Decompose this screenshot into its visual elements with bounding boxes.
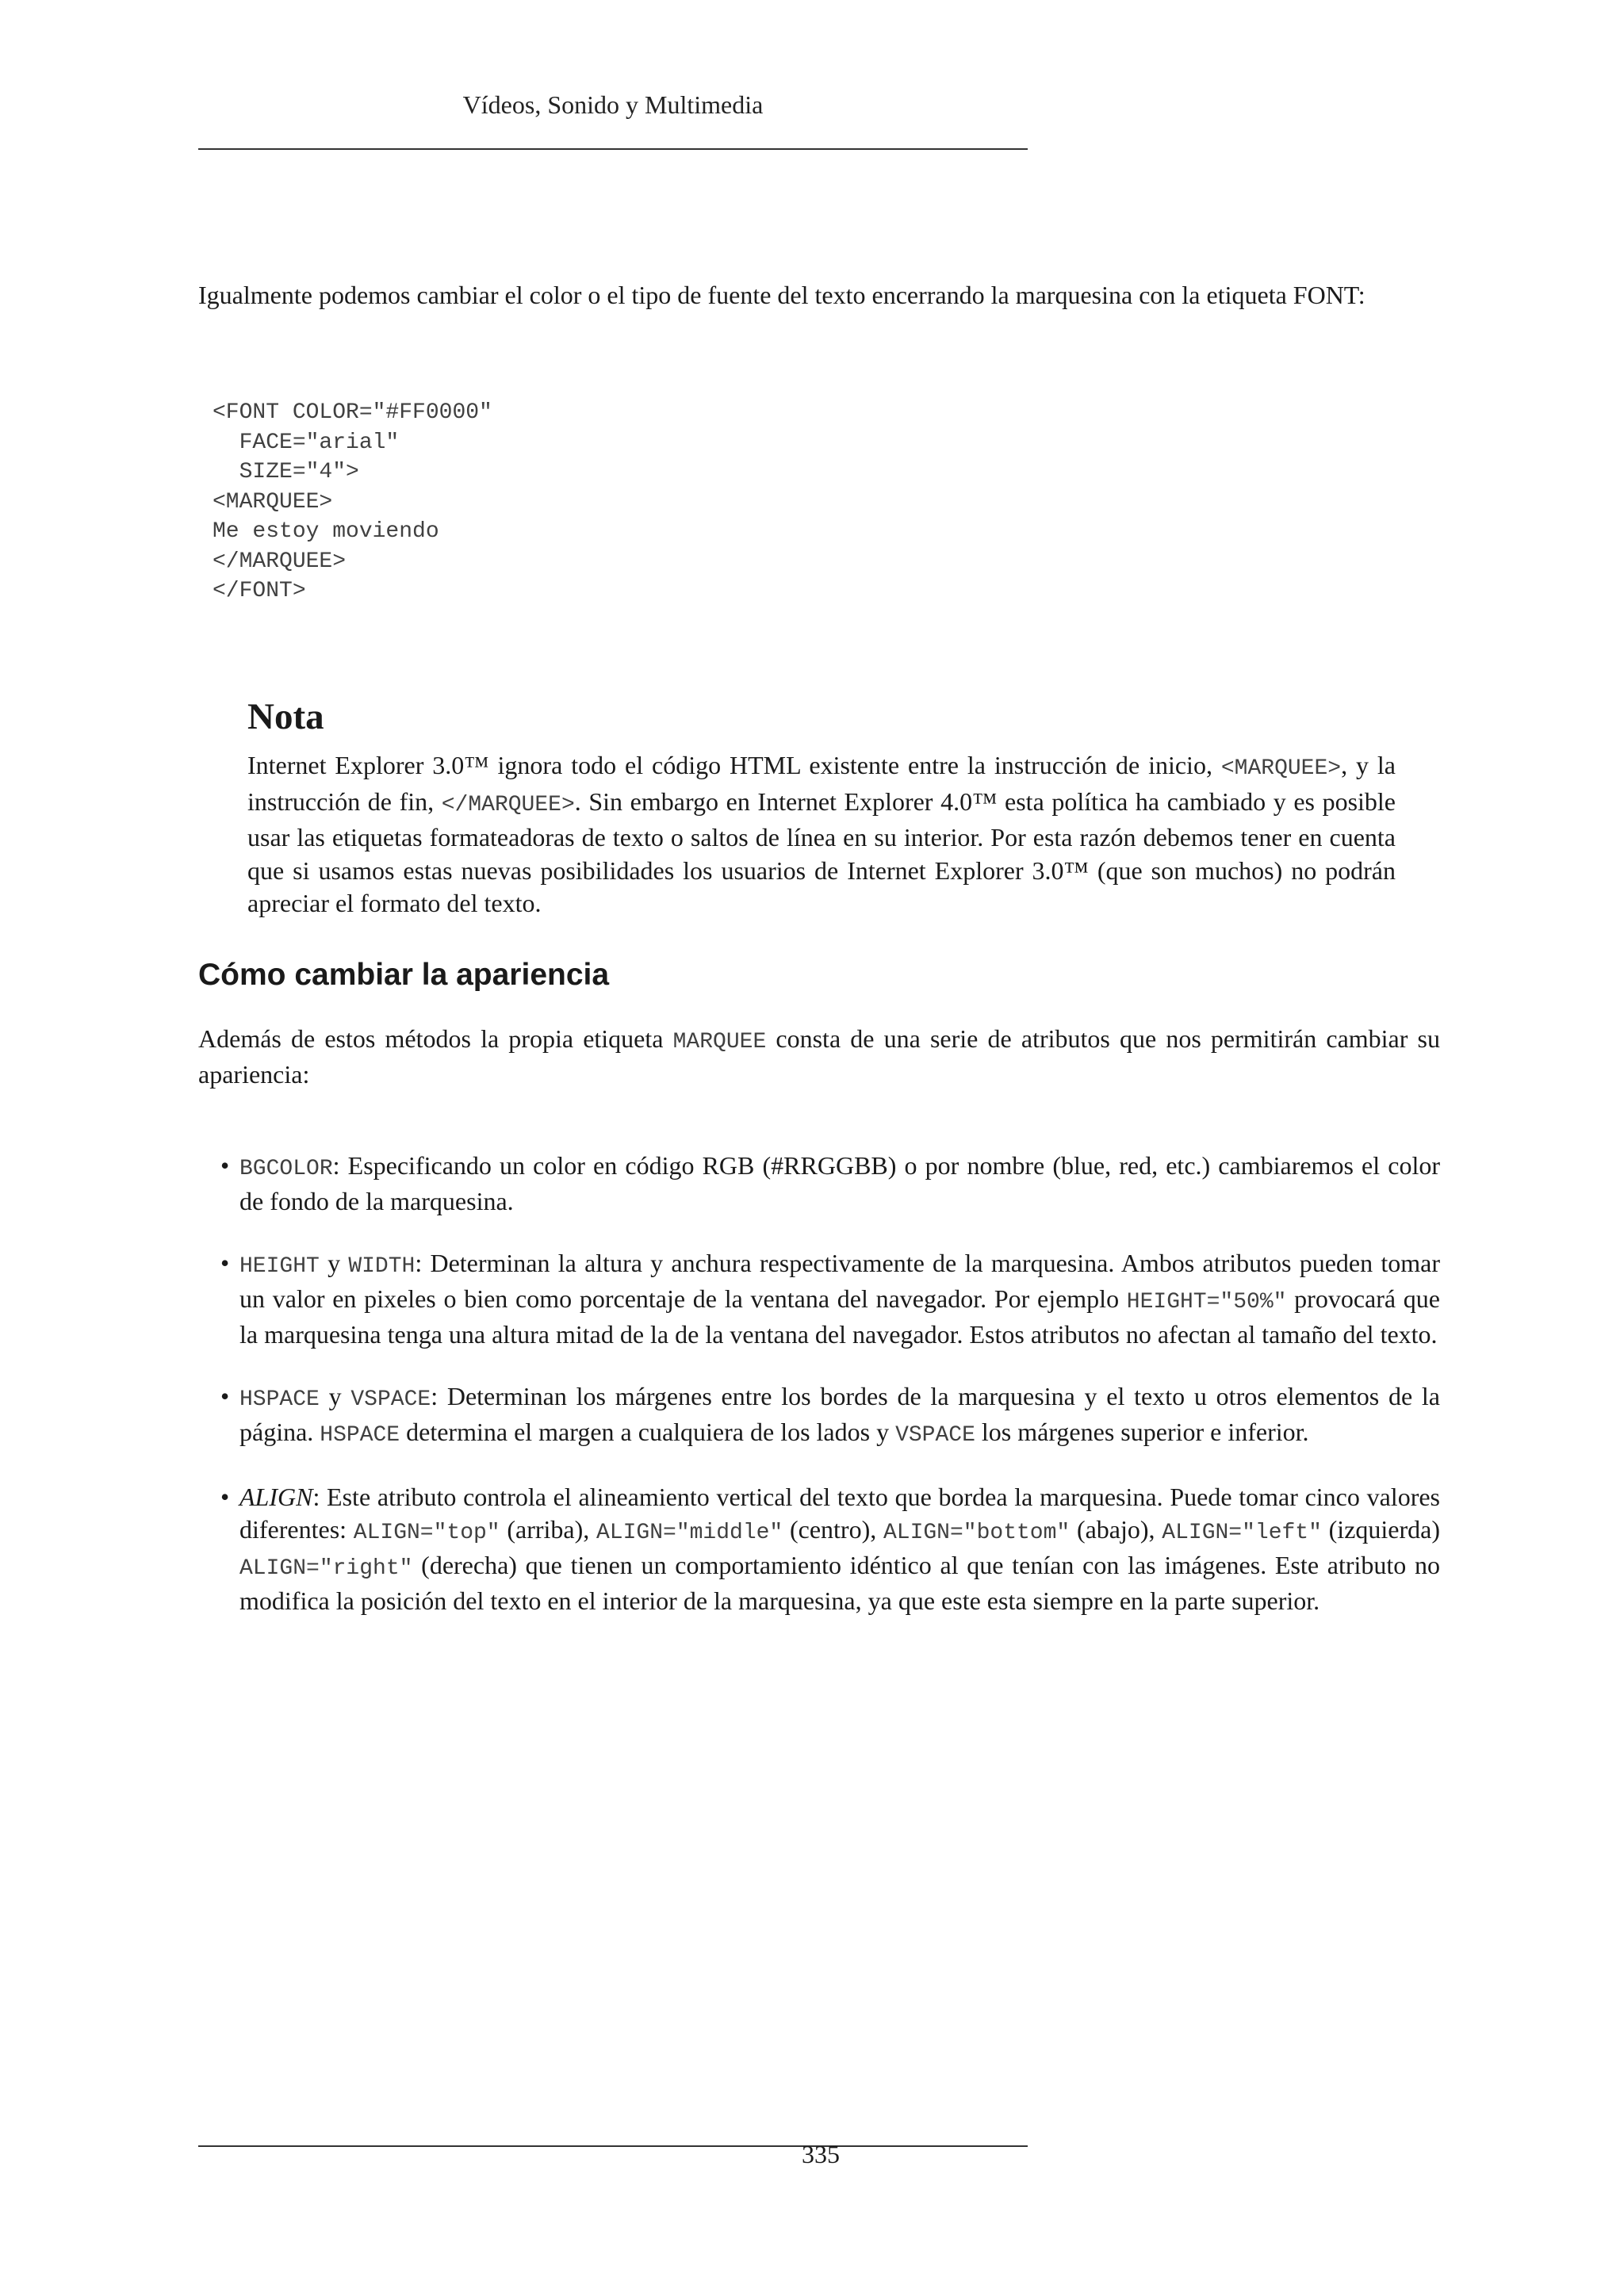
item-text: provocará que la marquesina tenga una altura mitad de la de la ventana del navegador. Estos atributos no afectan al tamaño del texto.: [239, 1284, 1441, 1349]
item-text: : Determinan la altura y anchura respectivamente de la marquesina. Ambos atributos pueden tomar un valor en pixeles o bien como porcentaje de la ventana del navegador. Por ejemplo: [239, 1249, 1441, 1313]
attribute-name: ALIGN: [239, 1483, 313, 1511]
note-title: Nota: [247, 696, 324, 737]
note-body: [247, 749, 1396, 920]
bullet: •: [220, 1382, 230, 1410]
note-text: , y la instrucción de fin,: [247, 751, 1396, 816]
code-line: <MARQUEE>: [213, 489, 333, 515]
inline-code: VSPACE: [895, 1423, 975, 1448]
page-number: 335: [802, 2140, 840, 2168]
inline-code: MARQUEE: [672, 1030, 767, 1054]
inline-code: HSPACE: [320, 1423, 400, 1448]
code-line: FACE="arial": [213, 430, 400, 455]
item-text: : Este atributo controla el alineamiento vertical del texto que bordea la marquesina. Puede tomar cinco valores diferentes:: [239, 1483, 1440, 1544]
list-item-height-width: [216, 1247, 1440, 1351]
item-text: determina el margen a cualquiera de los lados y: [400, 1418, 896, 1446]
intro-paragraph: Igualmente podemos cambiar el color o el tipo de fuente del texto encerrando la marquesina con la etiqueta FONT:: [198, 281, 1365, 309]
section-intro-paragraph: [198, 1023, 1440, 1091]
inline-code: HSPACE: [239, 1387, 320, 1412]
item-text: los márgenes superior e inferior.: [975, 1418, 1309, 1446]
code-line: </MARQUEE>: [213, 549, 347, 574]
note-box: [247, 695, 1396, 920]
inline-code: ALIGN="left": [1162, 1521, 1322, 1545]
inline-code: ALIGN="right": [239, 1556, 413, 1581]
bullet: •: [220, 1151, 230, 1180]
list-item-hspace-vspace: [216, 1380, 1440, 1452]
item-text: (centro),: [783, 1515, 883, 1544]
code-line: Me estoy moviendo: [213, 519, 439, 544]
code-example: [213, 398, 492, 607]
section-intro-text: Además de estos métodos la propia etiqueta: [198, 1024, 673, 1053]
inline-code: ALIGN="bottom": [883, 1521, 1071, 1545]
inline-code: HEIGHT: [239, 1254, 320, 1279]
code-line: <FONT COLOR="#FF0000": [213, 400, 492, 425]
item-text: : Determinan los márgenes entre los bordes de la marquesina y el texto u otros elementos de la página.: [239, 1382, 1441, 1446]
item-text: (abajo),: [1070, 1515, 1162, 1544]
inline-code: BGCOLOR: [239, 1157, 333, 1181]
bullet: •: [220, 1249, 230, 1277]
item-text: : Especificando un color en código RGB (#RRGGBB) o por nombre (blue, red, etc.) cambiaremos el color de fondo de la marquesina.: [239, 1151, 1440, 1215]
list-item-align: [216, 1481, 1440, 1617]
attribute-list: [216, 1150, 1440, 1647]
note-code: </MARQUEE>: [441, 792, 575, 817]
note-text: . Sin embargo en Internet Explorer 4.0™ esta política ha cambiado y es posible usar las etiquetas formateadoras de texto o saltos de línea en su interior. Por esta razón debemos tener en cuenta que si usamos estas nuevas posibilidades los usuarios de Internet Explorer 3.0™ (que son muchos) no podrán apreciar el formato del texto.: [247, 786, 1396, 917]
inline-code: VSPACE: [350, 1387, 431, 1412]
code-line: SIZE="4">: [213, 460, 359, 484]
list-item-bgcolor: [216, 1150, 1440, 1218]
note-code: <MARQUEE>: [1220, 756, 1342, 781]
section-intro-text: consta de una serie de atributos que nos permitirán cambiar su apariencia:: [198, 1024, 1441, 1089]
inline-code: ALIGN="top": [353, 1521, 500, 1545]
bullet: •: [220, 1483, 230, 1511]
header-rule: [198, 148, 1028, 150]
note-text: Internet Explorer 3.0™ ignora todo el código HTML existente entre la instrucción de inicio,: [247, 751, 1221, 779]
inline-code: HEIGHT="50%": [1126, 1290, 1287, 1314]
running-header: Vídeos, Sonido y Multimedia: [462, 90, 764, 119]
item-text: y: [319, 1249, 349, 1277]
item-text: (derecha) que tienen un comportamiento idéntico al que tenían con las imágenes. Este atributo no modifica la posición del texto en el interior de la marquesina, ya que este esta siempre en la parte superior.: [239, 1551, 1440, 1615]
code-line: </FONT>: [213, 579, 306, 603]
inline-code: ALIGN="middle": [596, 1521, 783, 1545]
item-text: y: [319, 1382, 351, 1410]
section-heading: Cómo cambiar la apariencia: [198, 958, 610, 992]
item-text: (izquierda): [1321, 1515, 1441, 1544]
inline-code: WIDTH: [348, 1254, 416, 1279]
item-text: (arriba),: [500, 1515, 596, 1544]
